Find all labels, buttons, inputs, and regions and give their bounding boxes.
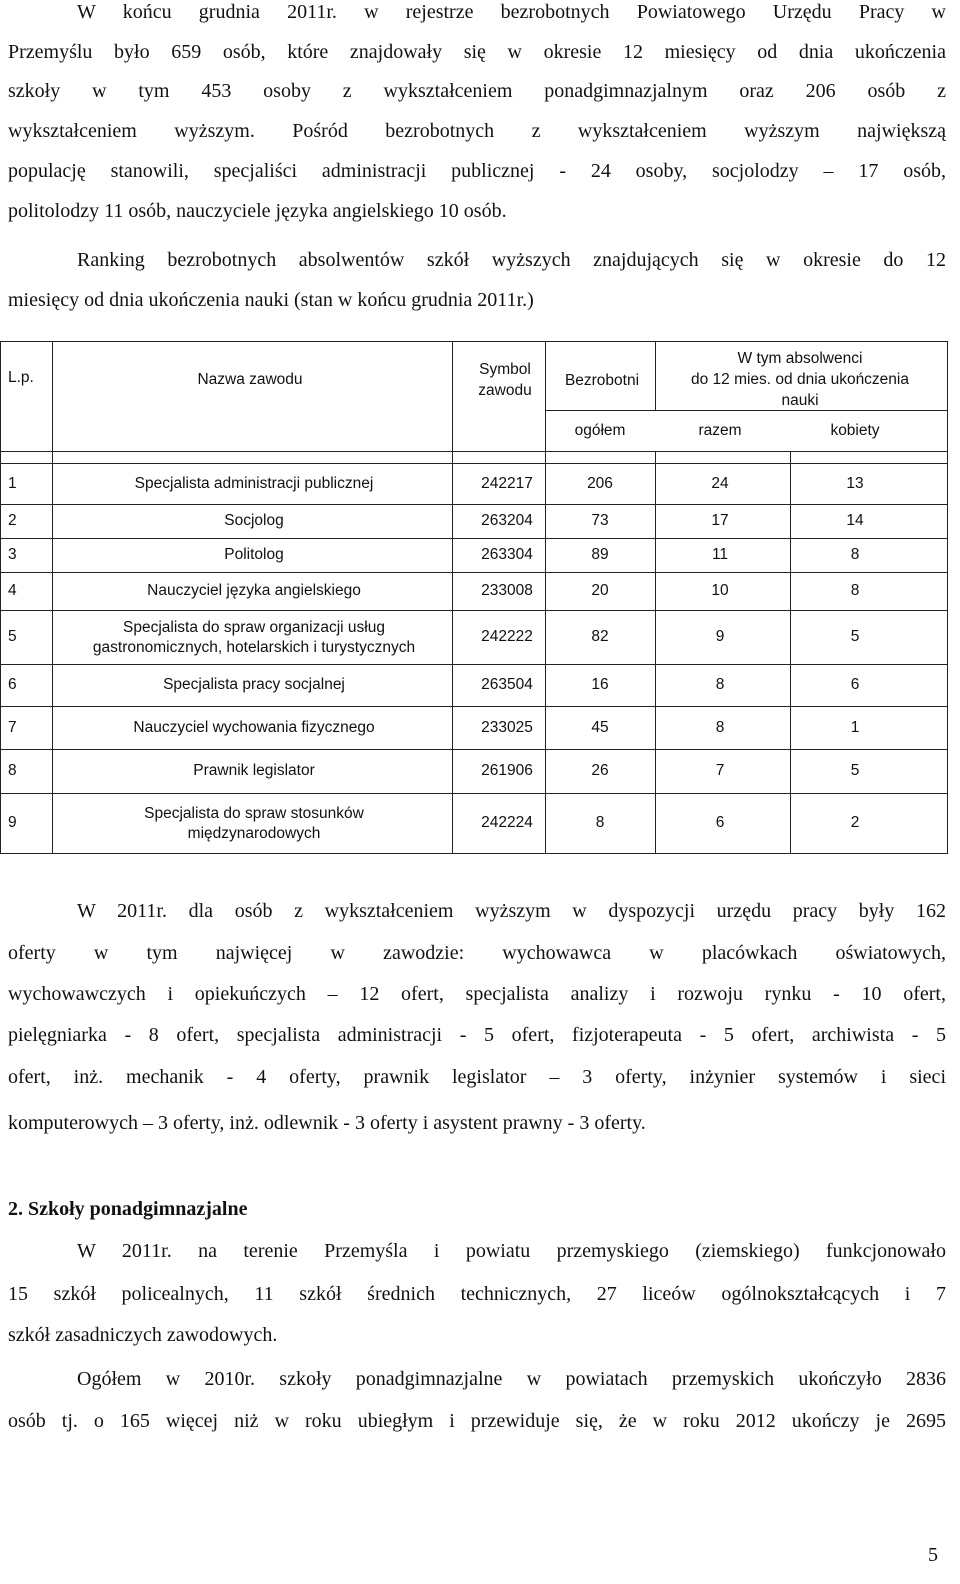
cell-together: 7 (715, 762, 725, 779)
cell-women: 14 (846, 512, 864, 529)
table-rule (655, 451, 656, 853)
cell-name: Specjalista administracji publicznej (134, 474, 374, 492)
page-number: 5 (928, 1544, 938, 1566)
header-graduates-2: do 12 mies. od dnia ukończenia (690, 371, 909, 388)
cell-women: 2 (850, 814, 860, 831)
header-unemployed: Bezrobotni (564, 372, 640, 389)
table-rule (0, 749, 948, 750)
cell-total: 16 (591, 676, 609, 693)
text-line: oferty w tym najwięcej w zawodzie: wychowawca w placówkach oświatowych, (8, 942, 946, 964)
text-line: Ranking bezrobotnych absolwentów szkół wyższych znajdujących się w okresie do 12 (77, 249, 946, 271)
cell-name: Politolog (224, 546, 284, 563)
ranking-table (0, 341, 948, 861)
cell-women: 13 (846, 474, 864, 492)
cell-total: 20 (591, 582, 609, 599)
cell-total: 45 (591, 718, 609, 736)
table-rule (0, 538, 948, 539)
table-rule (545, 410, 948, 411)
cell-lp: 6 (8, 676, 17, 693)
table-rule (0, 853, 948, 854)
cell-lp: 8 (8, 762, 17, 779)
table-rule (0, 451, 948, 452)
cell-total: 8 (595, 814, 605, 831)
cell-symbol: 233025 (481, 718, 533, 736)
cell-symbol: 242224 (481, 814, 533, 831)
cell-name: Prawnik legislator (193, 762, 315, 779)
cell-symbol: 263204 (481, 512, 533, 529)
header-total: ogółem (574, 422, 626, 439)
text-line: pielęgniarka - 8 ofert, specjalista administracji - 5 ofert, fizjoterapeuta - 5 ofert, archiwista - 5 (8, 1024, 946, 1046)
cell-total: 89 (591, 546, 609, 563)
header-name: Nazwa zawodu (197, 371, 303, 388)
text-line: politolodzy 11 osób, nauczyciele języka angielskiego 10 osób. (8, 200, 507, 222)
cell-name: Specjalista do spraw stosunków (144, 805, 364, 822)
cell-total: 26 (591, 762, 609, 779)
cell-symbol: 233008 (481, 582, 533, 599)
cell-lp: 4 (8, 582, 17, 599)
header-lp: L.p. (8, 369, 34, 386)
cell-symbol: 263304 (481, 546, 533, 563)
table-rule (0, 463, 948, 464)
cell-symbol: 242222 (481, 628, 533, 645)
cell-women: 6 (850, 676, 860, 693)
cell-total: 82 (591, 628, 609, 645)
cell-women: 1 (850, 718, 860, 736)
cell-name: Specjalista do spraw organizacji usług (123, 619, 385, 636)
cell-lp: 3 (8, 546, 17, 563)
cell-together: 9 (715, 628, 725, 645)
cell-name: Nauczyciel wychowania fizycznego (133, 718, 375, 736)
cell-lp: 9 (8, 814, 17, 831)
cell-lp: 7 (8, 718, 17, 736)
header-graduates-1: W tym absolwenci (737, 350, 863, 367)
text-line: osób tj. o 165 więcej niż w roku ubiegłym i przewiduje się, że w roku 2012 ukończy je 2695 (8, 1410, 946, 1432)
cell-total: 206 (587, 474, 613, 492)
cell-lp: 1 (8, 474, 17, 492)
cell-name: gastronomicznych, hotelarskich i turystycznych (92, 639, 416, 656)
text-line: Przemyślu było 659 osób, które znajdowały się w okresie 12 miesięcy od dnia ukończenia (8, 41, 946, 63)
cell-women: 8 (850, 546, 860, 563)
text-line: miesięcy od dnia ukończenia nauki (stan w końcu grudnia 2011r.) (8, 289, 534, 311)
table-rule (0, 341, 948, 342)
text-line: komputerowych – 3 oferty, inż. odlewnik - 3 oferty i asystent prawny - 3 oferty. (8, 1112, 646, 1134)
text-line: szkół zasadniczych zawodowych. (8, 1324, 278, 1346)
text-line: Ogółem w 2010r. szkoły ponadgimnazjalne w powiatach przemyskich ukończyło 2836 (77, 1368, 946, 1390)
table-rule (545, 341, 546, 853)
cell-symbol: 261906 (481, 762, 533, 779)
text-line: populację stanowili, specjaliści administracji publicznej - 24 osoby, socjolodzy – 17 osób, (8, 160, 946, 182)
cell-name: Socjolog (224, 512, 284, 529)
cell-total: 73 (591, 512, 609, 529)
table-rule (655, 341, 656, 410)
table-rule (0, 341, 1, 853)
cell-together: 8 (715, 676, 725, 693)
header-together: razem (698, 422, 742, 439)
text-line: wykształceniem wyższym. Pośród bezrobotnych z wykształceniem wyższym największą (8, 120, 946, 142)
cell-together: 24 (711, 474, 729, 492)
cell-women: 5 (850, 762, 860, 779)
table-rule (452, 341, 453, 853)
section-heading: 2. Szkoły ponadgimnazjalne (8, 1198, 248, 1220)
text-line: 15 szkół policealnych, 11 szkół średnich technicznych, 27 liceów ogólnokształcących i 7 (8, 1283, 946, 1305)
table-rule (0, 610, 948, 611)
text-line: wychowawczych i opiekuńczych – 12 ofert, specjalista analizy i rozwoju rynku - 10 ofert, (8, 983, 946, 1005)
cell-women: 5 (850, 628, 860, 645)
cell-name: Nauczyciel języka angielskiego (147, 582, 361, 599)
cell-together: 8 (715, 718, 725, 736)
cell-name: międzynarodowych (187, 825, 321, 842)
cell-lp: 5 (8, 628, 17, 645)
table-rule (0, 793, 948, 794)
cell-together: 11 (711, 546, 729, 563)
cell-symbol: 263504 (481, 676, 533, 693)
table-rule (790, 451, 791, 853)
table-rule (0, 572, 948, 573)
header-symbol-1: Symbol (479, 361, 531, 378)
cell-symbol: 242217 (481, 474, 533, 492)
text-line: W końcu grudnia 2011r. w rejestrze bezrobotnych Powiatowego Urzędu Pracy w (77, 1, 946, 23)
text-line: W 2011r. dla osób z wykształceniem wyższym w dyspozycji urzędu pracy były 162 (77, 900, 946, 922)
table-rule (947, 341, 948, 853)
table-rule (52, 341, 53, 853)
cell-together: 10 (711, 582, 729, 599)
text-line: ofert, inż. mechanik - 4 oferty, prawnik legislator – 3 oferty, inżynier systemów i sieci (8, 1066, 946, 1088)
table-rule (0, 504, 948, 505)
header-graduates-3: nauki (781, 392, 819, 409)
cell-together: 17 (711, 512, 729, 529)
table-rule (0, 664, 948, 665)
header-women: kobiety (830, 422, 880, 439)
table-rule (0, 706, 948, 707)
header-symbol-2: zawodu (478, 382, 532, 399)
text-line: szkoły w tym 453 osoby z wykształceniem ponadgimnazjalnym oraz 206 osób z (8, 80, 946, 102)
text-line: W 2011r. na terenie Przemyśla i powiatu przemyskiego (ziemskiego) funkcjonowało (77, 1240, 946, 1262)
cell-lp: 2 (8, 512, 17, 529)
cell-together: 6 (715, 814, 725, 831)
cell-women: 8 (850, 582, 860, 599)
cell-name: Specjalista pracy socjalnej (163, 676, 345, 693)
